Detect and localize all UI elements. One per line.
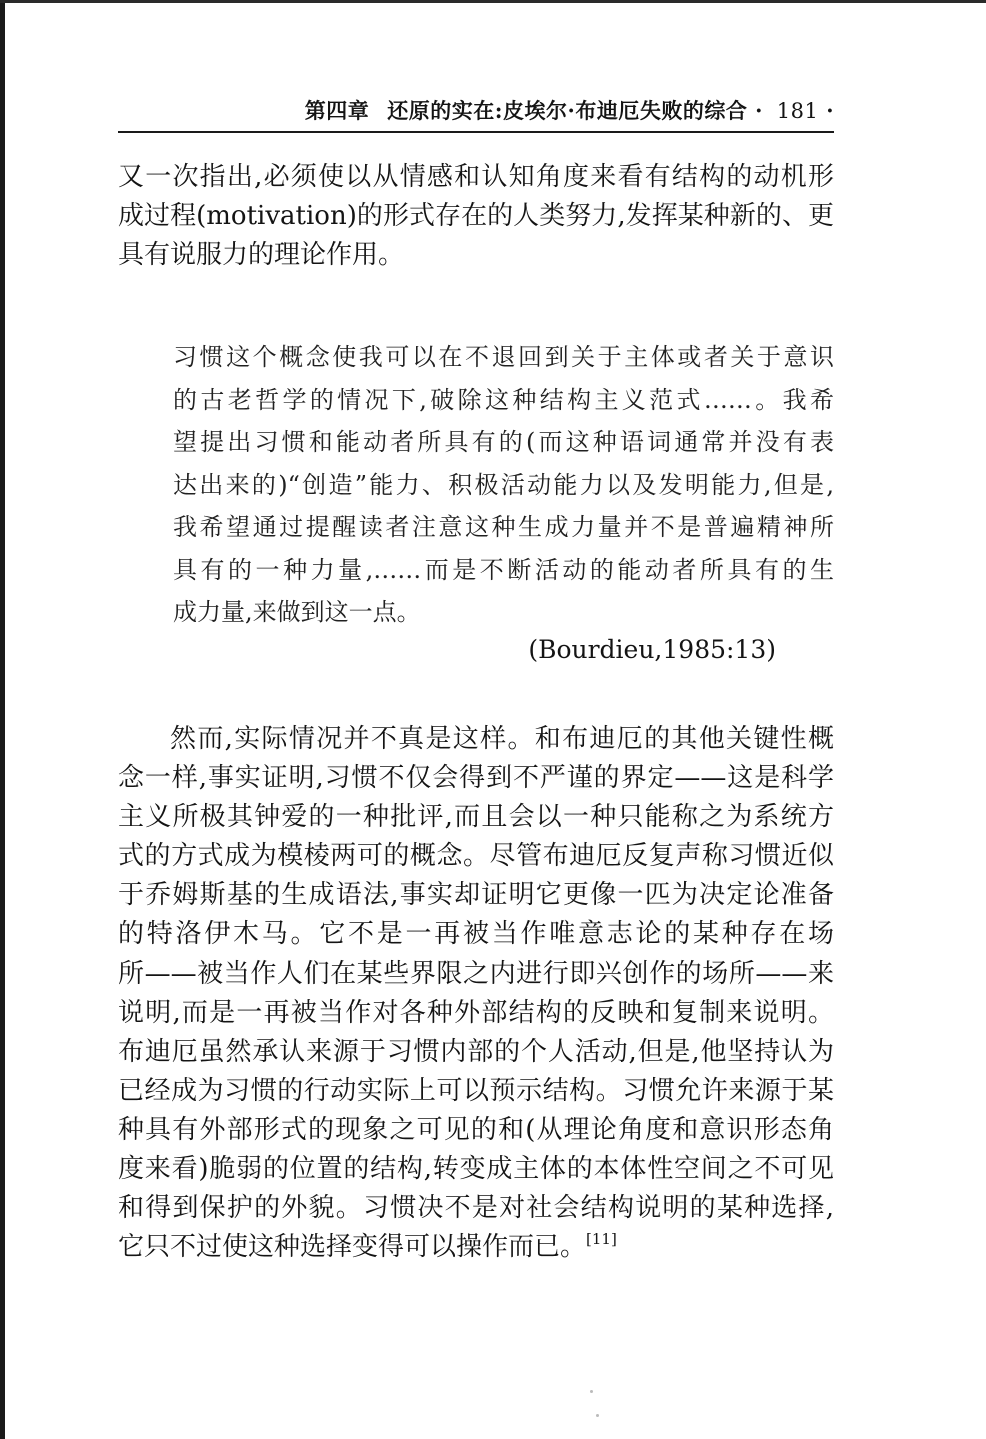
page-number: 181 <box>776 99 819 123</box>
header-title: 还原的实在:皮埃尔·布迪厄失败的综合 <box>387 98 748 123</box>
paragraph-1 <box>118 158 834 275</box>
text-line: 具有说服力的理论作用。 <box>118 240 405 270</box>
quote-line: 我希望通过提醒读者注意这种生成力量并不是普遍精神所 <box>173 513 834 541</box>
text-line: 和得到保护的外貌。习惯决不是对社会结构说明的某种选择, <box>118 1193 834 1224</box>
quote-line: 望提出习惯和能动者所具有的(而这种语词通常并没有表 <box>173 428 834 456</box>
text-line: 布迪厄虽然承认来源于习惯内部的个人活动,但是,他坚持认为 <box>118 1036 834 1067</box>
text-line: 然而,实际情况并不真是这样。和布迪厄的其他关键性概 <box>170 724 834 754</box>
text-line: 已经成为习惯的行动实际上可以预示结构。习惯允许来源于某 <box>118 1075 834 1106</box>
block-quote <box>173 336 834 634</box>
running-header <box>118 95 834 129</box>
text-line: 种具有外部形式的现象之可见的和(从理论角度和意识形态角 <box>118 1114 834 1145</box>
text-line: 成过程(motivation)的形式存在的人类努力,发挥某种新的、更 <box>118 201 834 231</box>
quote-line: 的古老哲学的情况下,破除这种结构主义范式……。我希 <box>173 385 834 414</box>
scan-top-edge <box>0 0 986 3</box>
text-line: 又一次指出,必须使以从情感和认知角度来看有结构的动机形 <box>118 162 834 192</box>
text-line: 念一样,事实证明,习惯不仅会得到不严谨的界定——这是科学 <box>118 763 834 794</box>
quote-citation: (Bourdieu,1985:13) <box>528 635 776 664</box>
text-line: 式的方式成为模棱两可的概念。尽管布迪厄反复声称习惯近似 <box>118 841 834 872</box>
quote-line: 达出来的)“创造”能力、积极活动能力以及发明能力,但是, <box>173 470 834 499</box>
scan-left-edge <box>0 0 5 1439</box>
text-line-last <box>118 1228 834 1267</box>
scan-speck <box>590 1390 593 1393</box>
header-rule <box>118 131 834 133</box>
text-line: 度来看)脆弱的位置的结构,转变成主体的本体性空间之不可见 <box>118 1154 834 1185</box>
quote-line: 具有的一种力量,……而是不断活动的能动者所具有的生 <box>173 555 834 584</box>
header-trailing-dot: · <box>826 98 834 123</box>
text-line: 主义所极其钟爱的一种批评,而且会以一种只能称之为系统方 <box>118 802 834 833</box>
text-line: 于乔姆斯基的生成语法,事实却证明它更像一匹为决定论准备 <box>118 880 834 911</box>
text-line: 的特洛伊木马。它不是一再被当作唯意志论的某种存在场 <box>118 919 834 950</box>
quote-line: 习惯这个概念使我可以在不退回到关于主体或者关于意识 <box>173 343 834 371</box>
scan-speck <box>596 1414 599 1417</box>
text-line: 所——被当作人们在某些界限之内进行即兴创作的场所——来 <box>118 958 834 989</box>
text-line: 说明,而是一再被当作对各种外部结构的反映和复制来说明。 <box>118 997 834 1028</box>
last-line-text: 它只不过使这种选择变得可以操作而已。 <box>118 1232 587 1263</box>
quote-line: 成力量,来做到这一点。 <box>173 598 421 626</box>
paragraph-2 <box>118 720 834 1267</box>
header-chapter: 第四章 <box>304 98 370 123</box>
footnote-marker[interactable]: [11] <box>586 1230 617 1249</box>
header-separator: · <box>755 98 763 123</box>
